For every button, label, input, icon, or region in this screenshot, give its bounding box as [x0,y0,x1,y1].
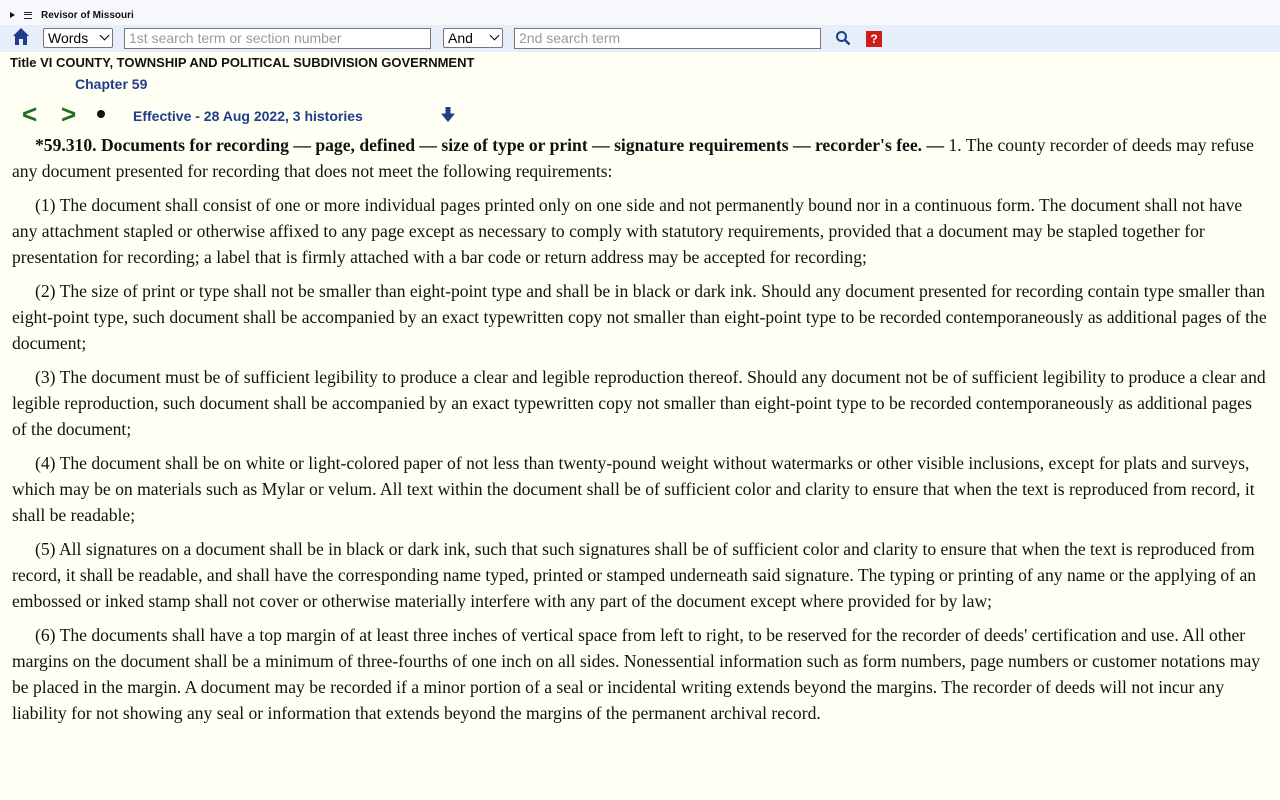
section-intro-text: 1. The county recorder of deeds may refuse any document presented for recording that does not meet the following requirements: [12,135,1254,181]
subsection-1: (1) The document shall consist of one or more individual pages printed only on one side and not permanently bound nor in a continuous form. The document shall not have any attachment stapled or otherwise affixed to any page except as necessary to comply with statutory requirements, provided that a document may be stapled together for presentation for recording; a label that is firmly attached with a bar code or return address may be accepted for recording; [12,195,1243,267]
search-operator-select[interactable] [443,28,503,48]
previous-section-button[interactable]: < [22,99,38,129]
next-section-button[interactable]: > [61,99,77,129]
section-heading: *59.310. Documents for recording — page, defined — size of type or print — signature requirements — recorder's fee. — [35,135,945,155]
subsection-4: (4) The document shall be on white or light-colored paper of not less than twenty-pound weight without watermarks or other visible inclusions, except for plats and surveys, which may be on materials such as Mylar or velum. All text within the document shall be of sufficient color and clarity to ensure that when the text is reproduced from record, it shall be readable; [12,453,1255,525]
subsection-6: (6) The documents shall have a top margin of at least three inches of vertical space from left to right, to be reserved for the recorder of deeds' certification and use. All other margins on the document shall be a minimum of three-fourths of one inch on all sides. Nonessential information such as form numbers, page numbers or customer notations may be placed in the margin. A document may be recorded if a minor portion of a seal or incidental writing extends beyond the margins. The recorder of deeds will not incur any liability for not showing any seal or information that extends beyond the margins of the permanent archival record. [12,625,1261,723]
help-label: ? [870,32,878,46]
search-operator-value: And [448,30,473,46]
search-mode-select[interactable] [43,28,113,48]
arrow-down-icon[interactable] [440,106,456,123]
section-intro [12,132,1268,184]
section-content [12,132,1268,734]
chapter-link[interactable]: Chapter 59 [75,76,148,92]
search-term-1-placeholder: 1st search term or section number [129,30,342,46]
subsection-5: (5) All signatures on a document shall be in black or dark ink, such that such signatures shall be of sufficient color and clarity to ensure that when the text is reproduced from record, it shall be readable, and shall have the corresponding name typed, printed or stamped underneath said signature. The typing or printing of any name or the applying of an embossed or inked stamp shall not cover or otherwise materially interfere with any part of the document except where provided for by law; [12,539,1257,611]
search-term-1-input[interactable] [124,28,431,49]
title-heading[interactable]: Title VI COUNTY, TOWNSHIP AND POLITICAL SUBDIVISION GOVERNMENT [10,55,475,70]
site-header [10,8,134,22]
subsection-2: (2) The size of print or type shall not be smaller than eight-point type and shall be in black or dark ink. Should any document presented for recording contain type smaller than eight-point type, such document shall be accompanied by an exact typewritten copy not smaller than eight-point type to be recorded contemporaneously as additional pages of the document; [12,281,1267,353]
site-name[interactable]: Revisor of Missouri [41,9,134,21]
current-section-dot-icon[interactable] [97,110,105,118]
subsection-3: (3) The document must be of sufficient legibility to produce a clear and legible reproduction thereof. Should any document not be of sufficient legibility to produce a clear and legible reproduction, such document shall be accompanied by an exact typewritten copy not smaller than eight-point type to be recorded contemporaneously as additional pages of the document; [12,367,1266,439]
menu-icon[interactable] [24,12,32,19]
search-term-2-input[interactable] [514,28,821,49]
search-icon[interactable] [835,30,851,46]
search-mode-value: Words [48,30,89,46]
help-icon[interactable] [866,31,882,47]
search-bar [0,25,1280,52]
section-nav [0,100,1280,130]
top-bar [0,0,1280,25]
search-term-2-placeholder: 2nd search term [519,30,621,46]
expand-triangle-icon[interactable] [10,12,15,18]
chevron-down-icon [100,31,110,41]
effective-date-link[interactable]: Effective - 28 Aug 2022, 3 histories [133,108,363,124]
chevron-down-icon [490,31,500,41]
home-icon[interactable] [12,27,30,46]
